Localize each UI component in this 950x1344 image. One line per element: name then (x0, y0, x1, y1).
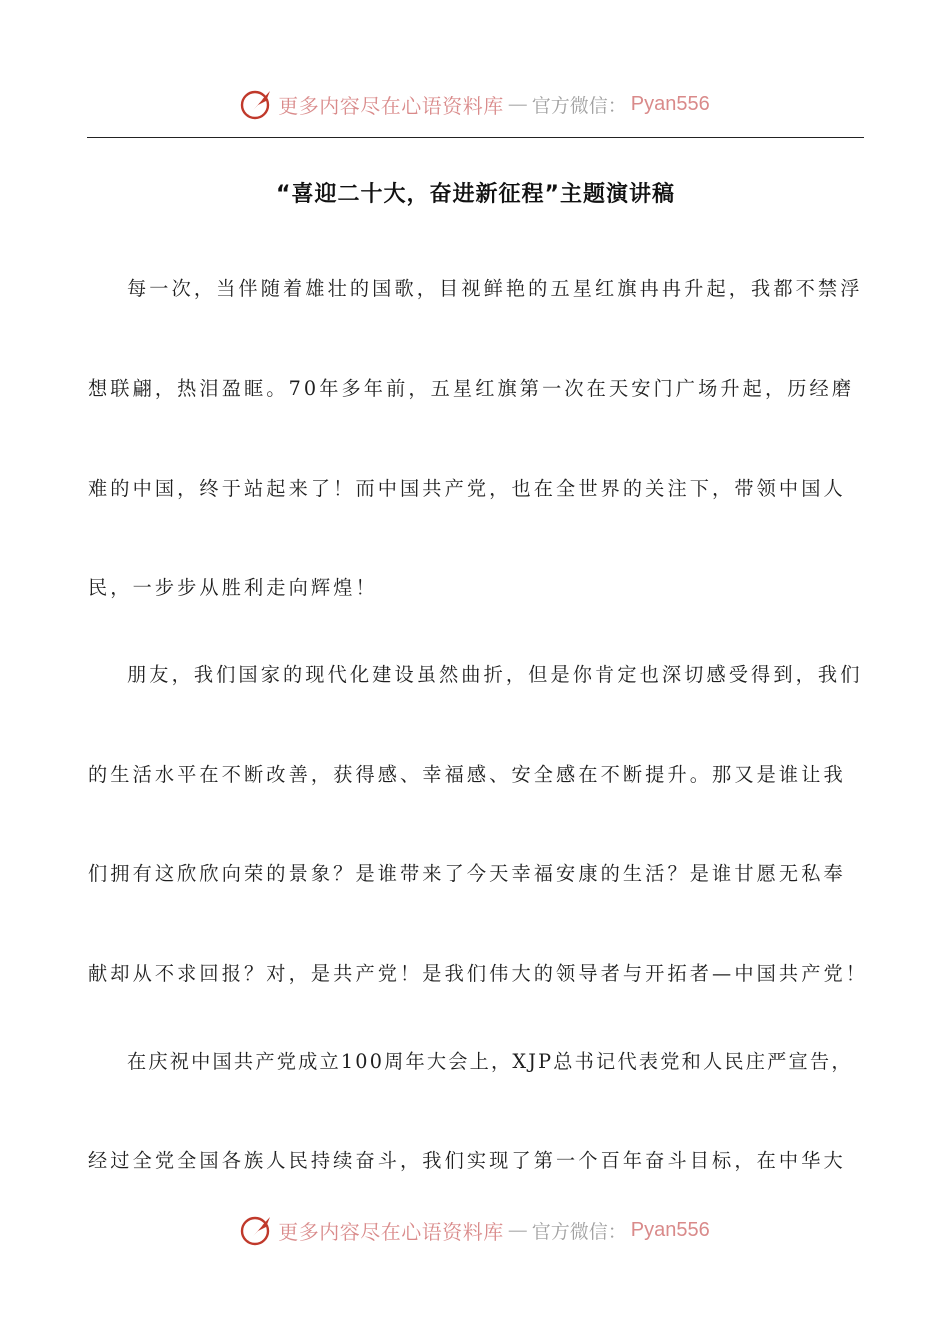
paragraph-line: 们拥有这欣欣向荣的景象？是谁带来了今天幸福安康的生活？是谁甘愿无私奉 (88, 862, 846, 885)
header-divider (87, 137, 864, 138)
header-banner (0, 84, 950, 124)
paragraph-line: 难的中国，终于站起来了！而中国共产党，也在全世界的关注下，带领中国人 (88, 477, 846, 500)
banner-wechat-label: 官方微信： (531, 94, 627, 117)
banner-wechat-label: 官方微信： (531, 1220, 627, 1243)
document-title: “喜迎二十大，奋进新征程”主题演讲稿 (276, 182, 675, 207)
banner-text: 更多内容尽在心语资料库 (278, 93, 504, 118)
banner-wechat-id: Pyan556 (630, 92, 710, 115)
banner-text: 更多内容尽在心语资料库 (278, 1219, 504, 1244)
quill-logo-icon (240, 87, 274, 121)
banner-dash: — (507, 1218, 528, 1242)
paragraph-line: 在庆祝中国共产党成立100周年大会上，XJP总书记代表党和人民庄严宣告， (127, 1050, 853, 1073)
paragraph-line: 经过全党全国各族人民持续奋斗，我们实现了第一个百年奋斗目标，在中华大 (88, 1149, 846, 1172)
paragraph-line: 的生活水平在不断改善，获得感、幸福感、安全感在不断提升。那又是谁让我 (88, 763, 846, 786)
paragraph-line: 每一次，当伴随着雄壮的国歌，目视鲜艳的五星红旗冉冉升起，我都不禁浮 (127, 277, 863, 300)
paragraph-line: 民，一步步从胜利走向辉煌！ (88, 576, 378, 599)
banner-dash: — (507, 92, 528, 116)
banner-wechat-id: Pyan556 (630, 1218, 710, 1241)
paragraph-line: 朋友，我们国家的现代化建设虽然曲折，但是你肯定也深切感受得到，我们 (127, 663, 863, 686)
quill-logo-icon (240, 1213, 274, 1247)
paragraph-line: 想联翩，热泪盈眶。70年多年前，五星红旗第一次在天安门广场升起，历经磨 (88, 377, 855, 400)
footer-banner (0, 1210, 950, 1250)
paragraph-line: 献却从不求回报？对，是共产党！是我们伟大的领导者与开拓者—中国共产党！ (88, 962, 869, 985)
